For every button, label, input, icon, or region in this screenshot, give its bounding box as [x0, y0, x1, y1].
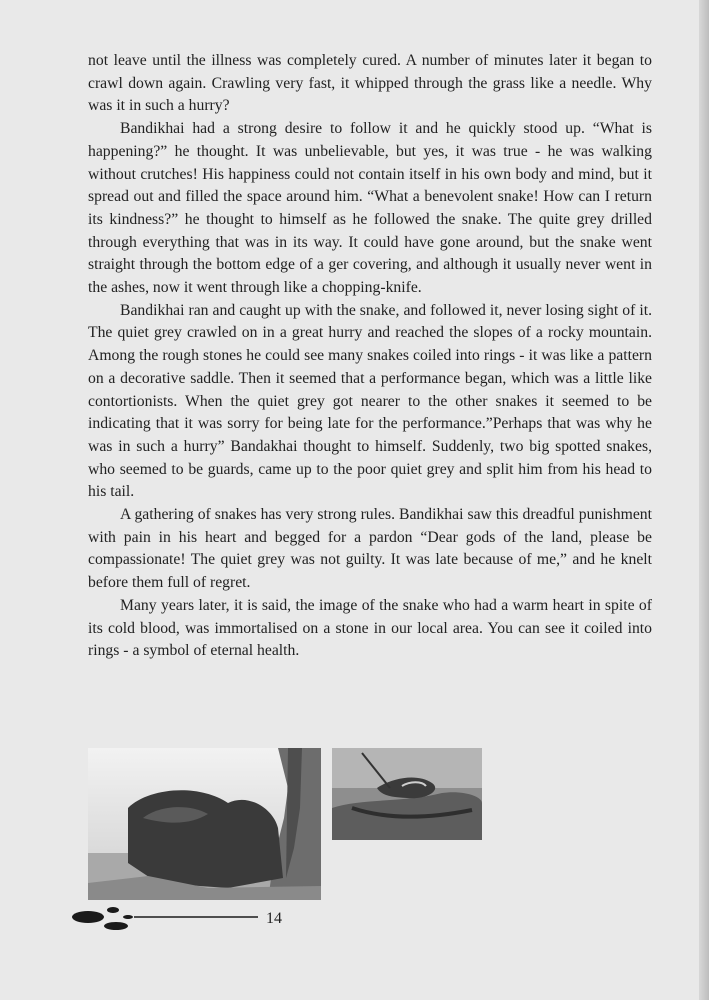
paragraph: Bandikhai had a strong desire to follow it and he quickly stood up. “What is happening?” he thought. It was unbelievable, but yes, it was true - he was walking without crutches! His happiness could not contain itself in his own body and mind, but it spread out and filled the space around him. “What a benevolent snake! How can I return its kindness?” he thought to himself as he followed the snake. The quite grey drilled through everything that was in its way. It could have gone around, but the snake went straight through the bottom edge of a ger covering, and although it usually never went in the ashes, now it went through like a chopping-knife. [88, 120, 652, 297]
paragraph: Bandikhai ran and caught up with the snake, and followed it, never losing sight of it. The quiet grey crawled on in a great hurry and reached the slopes of a rocky mountain. Among the rough stones he could see many snakes coiled into rings - it was like a pattern on a decorative saddle. Then it seemed that a performance began, which was a little like contortionists. When the quiet grey got nearer to the other snakes it seemed to be indicating that it was sorry for being late for the performance.”Perhaps that was why he was in such a hurry” Bandakhai thought to himself. Suddenly, two big spotted snakes, who seemed to be guards, came up to the poor quiet grey and split him from his head to his tail. [88, 301, 652, 501]
rock-photo [88, 748, 321, 900]
snake-stone-photo [332, 748, 482, 840]
paragraph: not leave until the illness was completely cured. A number of minutes later it began to crawl down again. Crawling very fast, it whipped through the grass like a needle. Why was it in such a hurry? [88, 52, 652, 115]
ornament-dot [104, 922, 128, 930]
paragraph: A gathering of snakes has very strong rules. Bandikhai saw this dreadful punishment with pain in his heart and begged for a pardon “Dear gods of the land, please be compassionate! The quiet grey was not guilty. It was late because of me,” and he knelt before them full of regret. [88, 506, 652, 592]
page-number: 14 [266, 910, 282, 927]
ornament-dot [72, 911, 104, 923]
story-text [88, 50, 652, 663]
paragraph: Many years later, it is said, the image of the snake who had a warm heart in spite of its cold blood, was immortalised on a stone in our local area. You can see it coiled into rings - a symbol of eternal health. [88, 596, 652, 660]
ornament-dot [107, 907, 119, 913]
page-edge [699, 0, 709, 1000]
ornament-dot [123, 915, 133, 919]
